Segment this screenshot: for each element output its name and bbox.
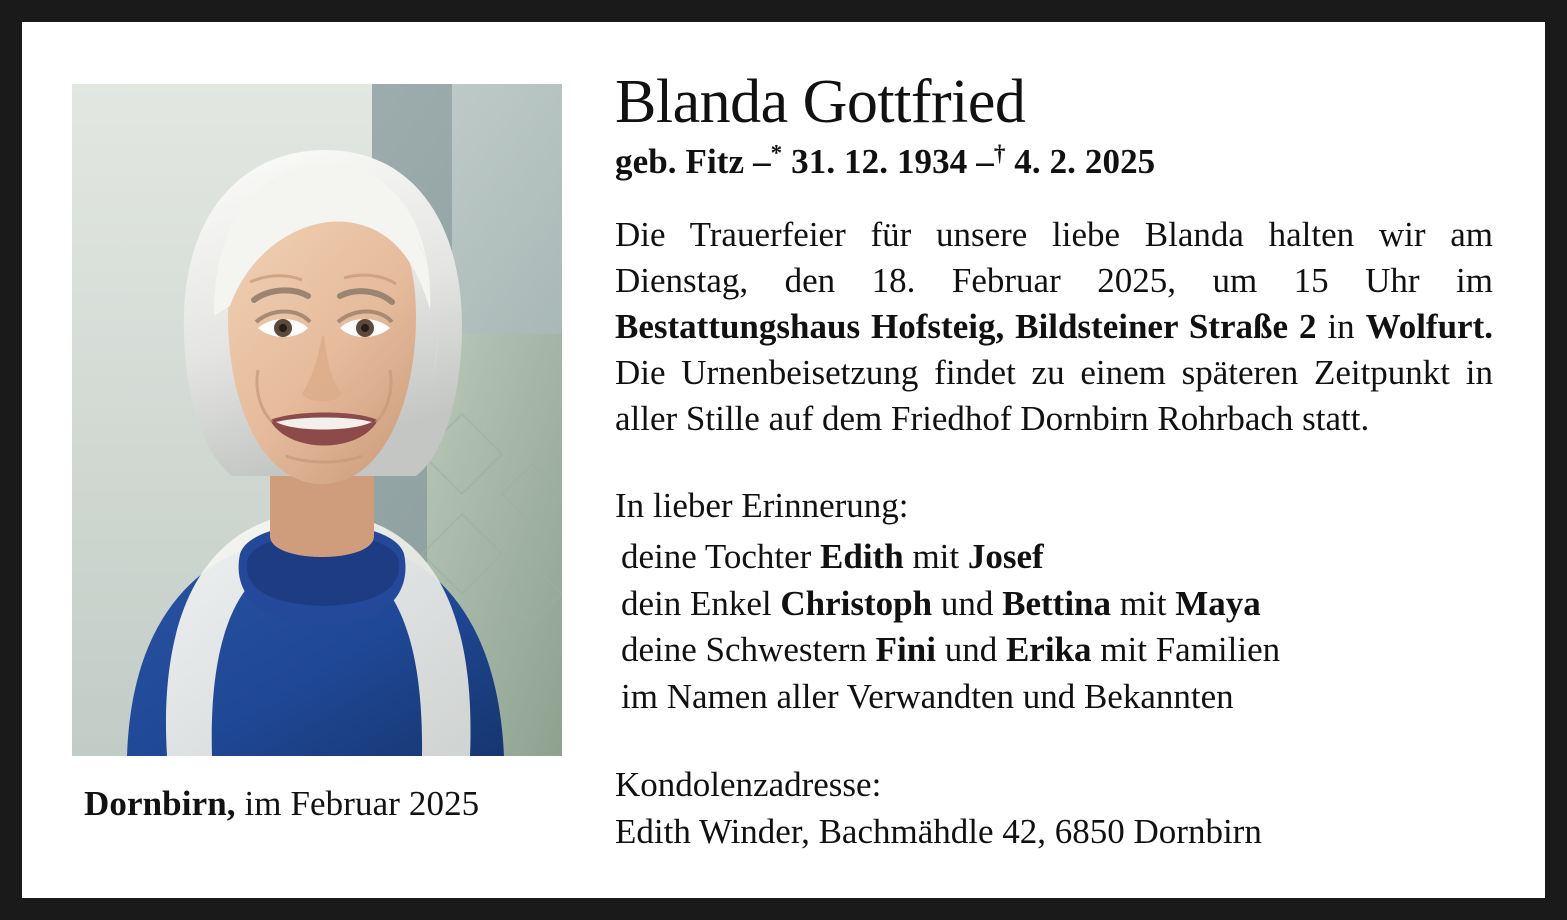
memory-line-2-e: mit (1111, 583, 1176, 623)
birth-star-icon: * (770, 140, 783, 166)
portrait-photo (72, 84, 562, 756)
memory-line-1-c: mit (903, 537, 968, 577)
funeral-text-part-2: in (1316, 307, 1366, 347)
funeral-town: Wolfurt. (1365, 307, 1493, 347)
memory-line-3-a: deine Schwestern (621, 630, 876, 670)
memory-line-1-b: Edith (820, 537, 904, 577)
memory-list (615, 534, 1493, 720)
memory-line-3-c: und (935, 630, 1006, 670)
memory-line-1-d: Josef (967, 537, 1044, 577)
memory-line-3-d: Erika (1005, 630, 1092, 670)
memory-line-2-c: und (932, 583, 1003, 623)
place-and-date-line (72, 784, 567, 824)
left-column (22, 22, 567, 898)
condolence-block (615, 762, 1493, 855)
list-item (621, 674, 1493, 721)
memory-line-4-a: im Namen aller Verwandten und Bekannten (621, 676, 1234, 716)
death-date: 4. 2. 2025 (1014, 141, 1156, 181)
right-column (567, 22, 1545, 898)
list-item (621, 581, 1493, 628)
condolence-address: Edith Winder, Bachmähdle 42, 6850 Dornbirn (615, 811, 1262, 851)
funeral-text-part-1: Die Trauerfeier für unsere liebe Blanda halten wir am Dienstag, den 18. Februar 2025, um 15 Uhr im (615, 214, 1493, 300)
portrait-illustration (72, 84, 562, 756)
birth-date: 31. 12. 1934 (791, 141, 968, 181)
memory-line-2-d: Bettina (1002, 583, 1112, 623)
memory-line-2-b: Christoph (780, 583, 933, 623)
condolence-heading: Kondolenzadresse: (615, 765, 882, 805)
dash-2: – (976, 141, 994, 181)
memory-line-2-a: dein Enkel (621, 583, 781, 623)
dash-1: – (753, 141, 771, 181)
funeral-text-part-3: Die Urnenbeisetzung findet zu einem späteren Zeitpunkt in aller Stille auf dem Friedhof Dornbirn Rohrbach statt. (615, 353, 1493, 439)
funeral-venue: Bestattungshaus Hofsteig, Bildsteiner Straße 2 (615, 307, 1317, 347)
memory-line-3-b: Fini (875, 630, 936, 670)
funeral-paragraph (615, 212, 1493, 443)
city-label: Dornbirn, (84, 784, 236, 823)
list-item (621, 534, 1493, 581)
notice-month-label: im Februar 2025 (235, 784, 480, 823)
memory-line-3-e: mit Familien (1091, 630, 1281, 670)
list-item (621, 627, 1493, 674)
memory-line-1-a: deine Tochter (621, 537, 821, 577)
obituary-notice-card (22, 22, 1545, 898)
maiden-name-label: geb. Fitz (615, 141, 745, 181)
memory-line-2-f: Maya (1175, 583, 1261, 623)
deceased-name: Blanda Gottfried (615, 68, 1026, 136)
memory-heading: In lieber Erinnerung: (615, 485, 909, 525)
death-cross-icon: † (993, 140, 1006, 166)
birth-death-line (615, 142, 1493, 182)
